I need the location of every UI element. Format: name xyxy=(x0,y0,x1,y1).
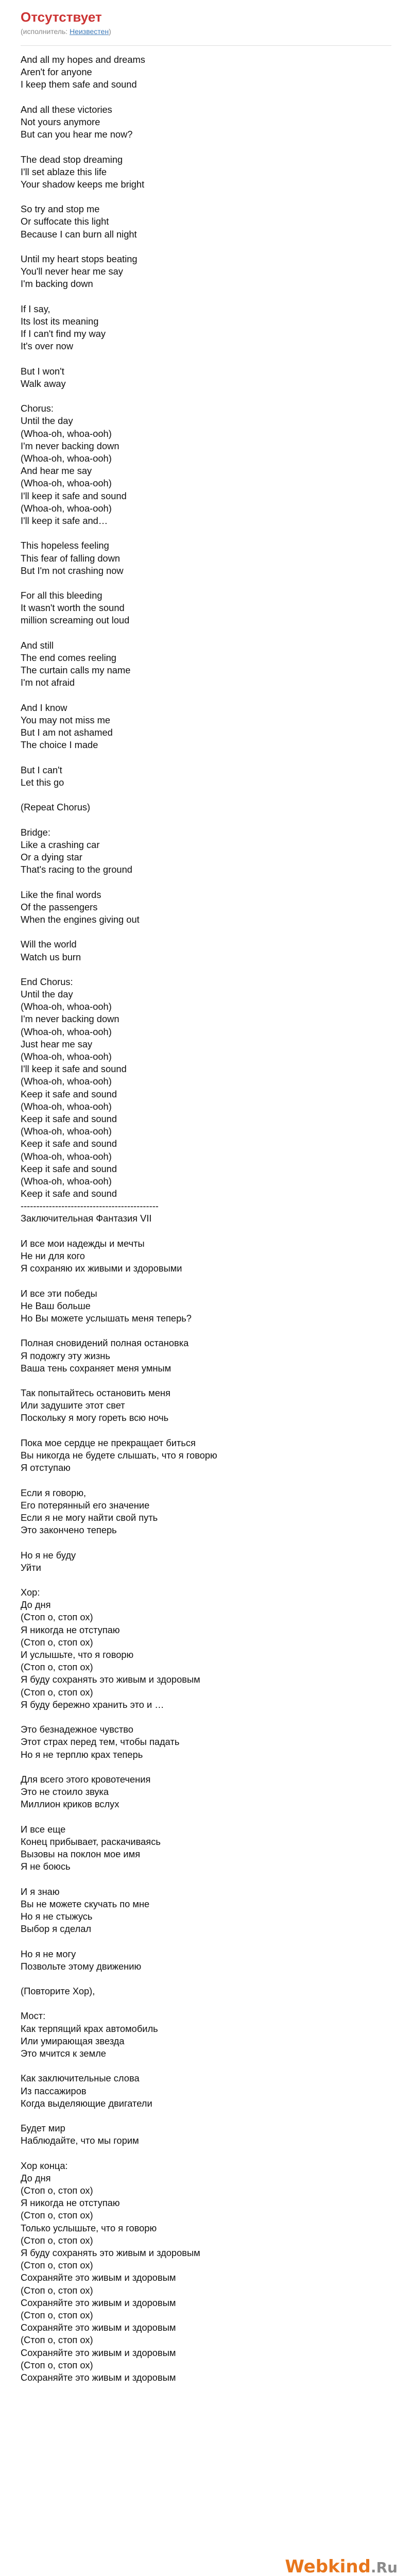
lyric-line: Это не стоило звука xyxy=(21,1786,109,1798)
lyric-line: And still xyxy=(21,639,54,651)
lyric-line: (Стоп о, стоп ох) xyxy=(21,1662,93,1673)
blank-line xyxy=(21,353,391,365)
lyric-line: Of the passengers xyxy=(21,901,98,912)
blank-line xyxy=(21,689,391,702)
lyric-line: Поскольку я могу гореть всю ночь xyxy=(21,1412,169,1423)
blank-line xyxy=(21,1225,391,1238)
blank-line xyxy=(21,141,391,153)
lyric-line: Из пассажиров xyxy=(21,2085,87,2096)
lyric-line: И все эти победы xyxy=(21,1287,97,1299)
lyric-line: Until the day xyxy=(21,415,73,427)
lyric-line: The curtain calls my name xyxy=(21,665,131,676)
lyric-line: Keep it safe and sound xyxy=(21,1188,117,1199)
lyric-line: Until the day xyxy=(21,989,73,1000)
lyric-line: I'm not afraid xyxy=(21,677,75,688)
lyric-line: И услышьте, что я говорю xyxy=(21,1649,134,1660)
lyric-line: Your shadow keeps me bright xyxy=(21,178,145,190)
lyric-line: Или задушите этот свет xyxy=(21,1400,125,1411)
lyric-line: I'll keep it safe and… xyxy=(21,515,108,526)
lyric-line: Полная сновидений полная остановка xyxy=(21,1337,189,1349)
blank-line xyxy=(21,91,391,104)
lyric-line: Keep it safe and sound xyxy=(21,1113,117,1124)
lyric-line: Not yours anymore xyxy=(21,116,100,127)
lyric-line: Until my heart stops beating xyxy=(21,253,138,264)
lyric-line: (Repeat Chorus) xyxy=(21,802,91,813)
lyric-line: Будет мир xyxy=(21,2123,65,2134)
header-divider xyxy=(21,45,391,46)
lyric-line: (Стоп о, стоп ох) xyxy=(21,2210,93,2221)
lyric-line: (Стоп о, стоп ох) xyxy=(21,2284,93,2296)
lyric-line: And all my hopes and dreams xyxy=(21,54,145,65)
blank-line xyxy=(21,1973,391,1985)
lyric-line: Конец прибывает, раскачиваясь xyxy=(21,1836,161,1847)
blank-line xyxy=(21,527,391,539)
lyric-line: (Стоп о, стоп ох) xyxy=(21,1686,93,1698)
lyric-line: Это безнадежное чувство xyxy=(21,1724,133,1735)
lyric-line: You may not miss me xyxy=(21,714,111,725)
lyric-line: Keep it safe and sound xyxy=(21,1088,117,1099)
lyric-line: But I'm not crashing now xyxy=(21,565,124,576)
lyric-line: Let this go xyxy=(21,776,64,788)
lyric-line: Позвольте этому движению xyxy=(21,1960,142,1972)
lyric-line: So try and stop me xyxy=(21,204,100,215)
lyric-line: Хор: xyxy=(21,1587,40,1598)
lyric-line: Ваша тень сохраняет меня умным xyxy=(21,1362,171,1374)
lyric-line: (Whoa-oh, whoa-ooh) xyxy=(21,1175,112,1187)
lyric-line: It's over now xyxy=(21,341,74,352)
song-title: Отсутствует xyxy=(21,9,102,25)
lyric-line: End Chorus: xyxy=(21,976,73,987)
lyric-line: But can you hear me now? xyxy=(21,129,133,140)
lyric-line: Вы не можете скучать по мне xyxy=(21,1898,150,1909)
lyric-line: Но я не стыжусь xyxy=(21,1910,93,1922)
lyric-line: I'll keep it safe and sound xyxy=(21,490,127,501)
lyric-line: Если я говорю, xyxy=(21,1487,87,1498)
lyric-line: Сохраняйте это живым и здоровым xyxy=(21,2272,176,2283)
lyric-line: Я никогда не отступаю xyxy=(21,1624,120,1635)
artist-suffix: ) xyxy=(109,27,111,36)
lyric-line: (Стоп о, стоп ох) xyxy=(21,2234,93,2246)
lyric-line: The end comes reeling xyxy=(21,652,116,663)
lyric-line: Chorus: xyxy=(21,403,54,414)
lyric-line: This hopeless feeling xyxy=(21,540,109,551)
lyric-line: Этот страх перед тем, чтобы падать xyxy=(21,1736,180,1748)
lyric-line: Уйти xyxy=(21,1562,41,1573)
lyric-line: (Whoa-oh, whoa-ooh) xyxy=(21,1051,112,1062)
logo-tld-text: .Ru xyxy=(370,2559,398,2576)
lyric-line: But I can't xyxy=(21,764,62,775)
lyric-line: Вызовы на поклон мое имя xyxy=(21,1849,141,1859)
lyric-line: When the engines giving out xyxy=(21,913,140,925)
lyric-line: (Стоп о, стоп ох) xyxy=(21,1636,93,1648)
blank-line xyxy=(21,2060,391,2072)
lyric-line: Как заключительные слова xyxy=(21,2073,140,2084)
lyric-line: I'll keep it safe and sound xyxy=(21,1063,127,1075)
lyric-line: Наблюдайте, что мы горим xyxy=(21,2135,139,2146)
lyric-line: Хор конца: xyxy=(21,2160,68,2171)
lyric-line: И все мои надежды и мечты xyxy=(21,1238,145,1249)
lyric-line: Это закончено теперь xyxy=(21,1524,117,1536)
lyric-line: Но я не терплю крах теперь xyxy=(21,1749,143,1760)
blank-line xyxy=(21,1810,391,1823)
lyric-line: Мост: xyxy=(21,2010,46,2022)
blank-line xyxy=(21,191,391,203)
lyric-line: (Whoa-oh, whoa-ooh) xyxy=(21,478,112,489)
lyric-line: Когда выделяющие двигатели xyxy=(21,2097,152,2109)
lyric-line: Я буду сохранять это живым и здоровым xyxy=(21,1674,200,1685)
lyric-line: And hear me say xyxy=(21,465,92,477)
lyric-line: That's racing to the ground xyxy=(21,864,132,875)
lyric-line: (Whoa-oh, whoa-ooh) xyxy=(21,502,112,514)
lyric-line: Не Ваш больше xyxy=(21,1300,91,1311)
lyric-line: Если я не могу найти свой путь xyxy=(21,1512,158,1523)
lyric-line: For all this bleeding xyxy=(21,590,102,601)
lyric-line: Заключительная Фантазия VII xyxy=(21,1213,152,1224)
lyric-line: The dead stop dreaming xyxy=(21,154,123,165)
lyric-line: (Whoa-oh, whoa-ooh) xyxy=(21,1076,112,1087)
lyric-line: But I won't xyxy=(21,365,64,377)
lyric-line: Сохраняйте это живым и здоровым xyxy=(21,2371,176,2383)
lyric-line: Or suffocate this light xyxy=(21,216,109,227)
blank-line xyxy=(21,1761,391,1773)
lyric-line: (Whoa-oh, whoa-ooh) xyxy=(21,428,112,439)
blank-line xyxy=(21,963,391,976)
lyric-line: I'll set ablaze this life xyxy=(21,166,107,177)
lyric-line: Like a crashing car xyxy=(21,839,100,850)
blank-line xyxy=(21,1536,391,1549)
lyric-line: Не ни для кого xyxy=(21,1250,85,1261)
blank-line xyxy=(21,1474,391,1486)
lyric-line: Пока мое сердце не прекращает биться xyxy=(21,1437,196,1448)
blank-line xyxy=(21,1711,391,1723)
lyric-line: Его потерянный его значение xyxy=(21,1499,150,1511)
lyric-line: You'll never hear me say xyxy=(21,266,123,277)
blank-line xyxy=(21,1425,391,1437)
lyric-line: Только услышьте, что я говорю xyxy=(21,2222,157,2233)
lyric-line: Just hear me say xyxy=(21,1038,93,1049)
lyric-line: And all these victories xyxy=(21,104,112,115)
blank-line xyxy=(21,241,391,253)
lyric-line: Or a dying star xyxy=(21,852,82,862)
lyric-line: Так попытайтесь остановить меня xyxy=(21,1387,170,1399)
lyric-line: Но я не буду xyxy=(21,1549,76,1561)
blank-line xyxy=(21,1574,391,1586)
lyric-line: (Whoa-oh, whoa-ooh) xyxy=(21,453,112,464)
lyric-line: Я буду бережно хранить это и … xyxy=(21,1699,164,1710)
lyric-line: Я никогда не отступаю xyxy=(21,2197,120,2209)
blank-line xyxy=(21,789,391,801)
artist-prefix: (исполнитель: xyxy=(21,27,70,36)
lyric-line: (Стоп о, стоп ох) xyxy=(21,2185,93,2196)
lyric-line: Сохраняйте это живым и здоровым xyxy=(21,2347,176,2358)
lyric-line: The choice I made xyxy=(21,739,98,751)
artist-line xyxy=(21,27,111,36)
blank-line xyxy=(21,1325,391,1337)
lyric-line: Миллион криков вслух xyxy=(21,1799,119,1810)
lyric-line: (Whoa-oh, whoa-ooh) xyxy=(21,1100,112,1112)
blank-line xyxy=(21,926,391,938)
blank-line xyxy=(21,1375,391,1387)
blank-line xyxy=(21,1873,391,1885)
blank-line xyxy=(21,1935,391,1947)
blank-line xyxy=(21,627,391,639)
lyric-line: (Стоп о, стоп ох) xyxy=(21,2334,93,2346)
blank-line xyxy=(21,1275,391,1287)
blank-line xyxy=(21,291,391,303)
blank-line xyxy=(21,1997,391,2010)
lyric-line: Как терпящий крах автомобиль xyxy=(21,2023,158,2034)
lyric-line: I keep them safe and sound xyxy=(21,79,137,90)
lyric-line: If I can't find my way xyxy=(21,328,106,340)
song-header xyxy=(21,9,111,36)
lyric-line: Но Вы можете услышать меня теперь? xyxy=(21,1312,192,1324)
lyric-line: Its lost its meaning xyxy=(21,315,99,327)
lyric-line: (Whoa-oh, whoa-ooh) xyxy=(21,1026,112,1037)
lyric-line: But I am not ashamed xyxy=(21,727,113,738)
lyric-line: Keep it safe and sound xyxy=(21,1138,117,1149)
lyric-line: Я сохраняю их живыми и здоровыми xyxy=(21,1263,182,1274)
lyric-line: I'm backing down xyxy=(21,278,93,290)
lyric-line: Like the final words xyxy=(21,889,101,900)
lyric-line: До дня xyxy=(21,1599,51,1611)
lyric-line: Bridge: xyxy=(21,826,50,838)
blank-line xyxy=(21,2147,391,2160)
lyric-line: Walk away xyxy=(21,378,66,389)
lyric-line: I'm never backing down xyxy=(21,1013,119,1025)
lyric-line: Это мчится к земле xyxy=(21,2048,106,2059)
lyric-line: Сохраняйте это живым и здоровым xyxy=(21,2297,176,2308)
lyric-line: Я буду сохранять это живым и здоровым xyxy=(21,2247,200,2258)
site-logo[interactable] xyxy=(285,2556,398,2576)
artist-link[interactable]: Неизвестен xyxy=(70,27,109,36)
lyric-line: I'm never backing down xyxy=(21,440,119,451)
lyric-line: Вы никогда не будете слышать, что я говорю xyxy=(21,1450,217,1461)
lyric-line: И я знаю xyxy=(21,1886,60,1897)
lyric-line: (Стоп о, стоп ох) xyxy=(21,2309,93,2320)
lyric-line: До дня xyxy=(21,2172,51,2183)
lyric-line: This fear of falling down xyxy=(21,552,121,564)
lyric-line: Но я не могу xyxy=(21,1948,76,1959)
lyric-line: Я подожгу эту жизнь xyxy=(21,1350,110,1361)
blank-line xyxy=(21,577,391,589)
lyric-line: (Стоп о, стоп ох) xyxy=(21,2260,93,2271)
lyric-line: It wasn't worth the sound xyxy=(21,602,125,614)
lyric-line: Выбор я сделал xyxy=(21,1923,92,1935)
lyric-line: If I say, xyxy=(21,303,50,314)
lyric-line: Сохраняйте это живым и здоровым xyxy=(21,2322,176,2333)
lyric-line: (Whoa-oh, whoa-ooh) xyxy=(21,1126,112,1137)
lyric-line: (Повторите Хор), xyxy=(21,1986,95,1997)
lyric-line: Или умирающая звезда xyxy=(21,2035,125,2046)
lyrics-block xyxy=(21,54,391,2384)
lyric-line: And I know xyxy=(21,702,67,713)
lyric-line: Watch us burn xyxy=(21,951,81,962)
lyric-line: Because I can burn all night xyxy=(21,228,137,240)
lyric-line: И все еще xyxy=(21,1823,66,1835)
lyric-line: Will the world xyxy=(21,939,77,950)
blank-line xyxy=(21,814,391,826)
lyric-line: (Whoa-oh, whoa-ooh) xyxy=(21,1150,112,1162)
logo-main-text: Webkind xyxy=(285,2556,371,2576)
lyric-line: (Стоп о, стоп ох) xyxy=(21,2359,93,2370)
blank-line xyxy=(21,752,391,764)
blank-line xyxy=(21,2110,391,2122)
lyric-line: Я отступаю xyxy=(21,1462,71,1473)
lyric-line: (Whoa-oh, whoa-ooh) xyxy=(21,1001,112,1012)
lyric-line: Aren't for anyone xyxy=(21,66,92,78)
lyric-line: Для всего этого кровотечения xyxy=(21,1773,151,1785)
lyric-line: Я не боюсь xyxy=(21,1861,71,1872)
blank-line xyxy=(21,876,391,888)
lyric-line: -------------------------------------------- xyxy=(21,1200,159,1212)
lyric-line: Keep it safe and sound xyxy=(21,1163,117,1174)
lyric-line: (Стоп о, стоп ох) xyxy=(21,1612,93,1623)
blank-line xyxy=(21,390,391,402)
lyric-line: million screaming out loud xyxy=(21,615,130,626)
